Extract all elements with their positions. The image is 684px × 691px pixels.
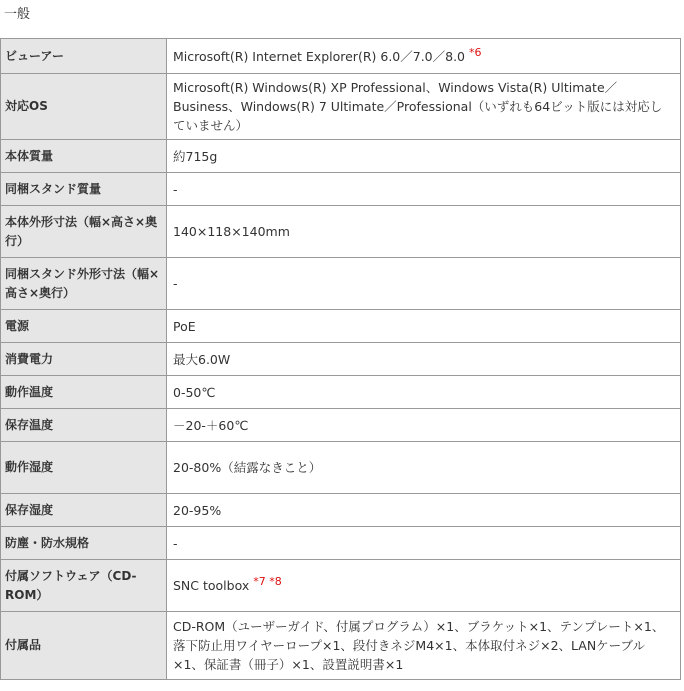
spec-row-operating-temp [1, 376, 681, 409]
footnote-ref: *7 *8 [253, 574, 282, 588]
spec-label: ビューアー [1, 39, 167, 74]
spec-value [167, 310, 681, 343]
spec-value-text: SNC toolbox [173, 578, 250, 593]
spec-table [0, 38, 681, 680]
spec-value [167, 560, 681, 612]
spec-value [167, 74, 681, 140]
spec-value-text: 約715g [173, 148, 218, 164]
spec-row-storage-temp [1, 409, 681, 442]
spec-label: 動作温度 [1, 376, 167, 409]
spec-label: 消費電力 [1, 343, 167, 376]
spec-row-operating-humidity [1, 442, 681, 494]
spec-value-text: 最大6.0W [173, 351, 231, 367]
spec-value [167, 442, 681, 494]
spec-label: 本体質量 [1, 140, 167, 173]
spec-label: 同梱スタンド外形寸法（幅×高さ×奥行） [1, 258, 167, 310]
spec-row-dimensions [1, 206, 681, 258]
spec-value [167, 612, 681, 680]
footnote-ref: *6 [468, 45, 482, 59]
spec-label: 保存湿度 [1, 494, 167, 527]
spec-row-stand-dimensions [1, 258, 681, 310]
spec-row-accessories [1, 612, 681, 680]
spec-value [167, 409, 681, 442]
spec-value-text: 20-80%（結露なきこと） [173, 460, 322, 475]
spec-value [167, 140, 681, 173]
spec-row-weight [1, 140, 681, 173]
spec-label: 保存温度 [1, 409, 167, 442]
spec-value [167, 494, 681, 527]
spec-value [167, 527, 681, 560]
spec-row-software [1, 560, 681, 612]
spec-row-storage-humidity [1, 494, 681, 527]
spec-label: 対応OS [1, 74, 167, 140]
spec-label: 防塵・防水規格 [1, 527, 167, 560]
spec-value-text: - [173, 535, 178, 551]
spec-value-text: PoE [173, 318, 196, 334]
spec-value-text: 20-95% [173, 502, 222, 518]
spec-value [167, 206, 681, 258]
spec-label: 本体外形寸法（幅×高さ×奥行） [1, 206, 167, 258]
spec-label: 電源 [1, 310, 167, 343]
spec-value [167, 343, 681, 376]
section-title: 一般 [4, 7, 31, 22]
spec-value-text: - [173, 181, 178, 197]
spec-row-ingress-protection [1, 527, 681, 560]
spec-value-text: －20-＋60℃ [173, 417, 249, 433]
spec-row-power [1, 310, 681, 343]
spec-value-text: Microsoft(R) Internet Explorer(R) 6.0／7.0／8.0 [173, 48, 465, 64]
spec-label: 同梱スタンド質量 [1, 173, 167, 206]
spec-row-os [1, 74, 681, 140]
spec-value-text: - [173, 276, 178, 291]
spec-label: 付属ソフトウェア（CD-ROM） [1, 560, 167, 612]
spec-label: 動作湿度 [1, 442, 167, 494]
spec-value [167, 258, 681, 310]
spec-value [167, 39, 681, 74]
spec-value-text: 0-50℃ [173, 384, 216, 400]
spec-value-text: CD-ROM（ユーザーガイド、付属プログラム）×1、ブラケット×1、テンプレート×1、落下防止用ワイヤーロープ×1、段付きネジM4×1、本体取付ネジ×2、LANケーブル×1、保証書（冊子）×1、設置説明書×1 [173, 619, 665, 672]
spec-value [167, 376, 681, 409]
spec-label: 付属品 [1, 612, 167, 680]
spec-value [167, 173, 681, 206]
spec-value-text: 140×118×140mm [173, 224, 290, 239]
spec-row-stand-weight [1, 173, 681, 206]
spec-row-power-consumption [1, 343, 681, 376]
spec-value-text: Microsoft(R) Windows(R) XP Professional、Windows Vista(R) Ultimate／Business、Windows(R) 7 Ultimate／Professional（いずれも64ビット版には対応していません） [173, 80, 663, 133]
spec-row-viewer [1, 39, 681, 74]
